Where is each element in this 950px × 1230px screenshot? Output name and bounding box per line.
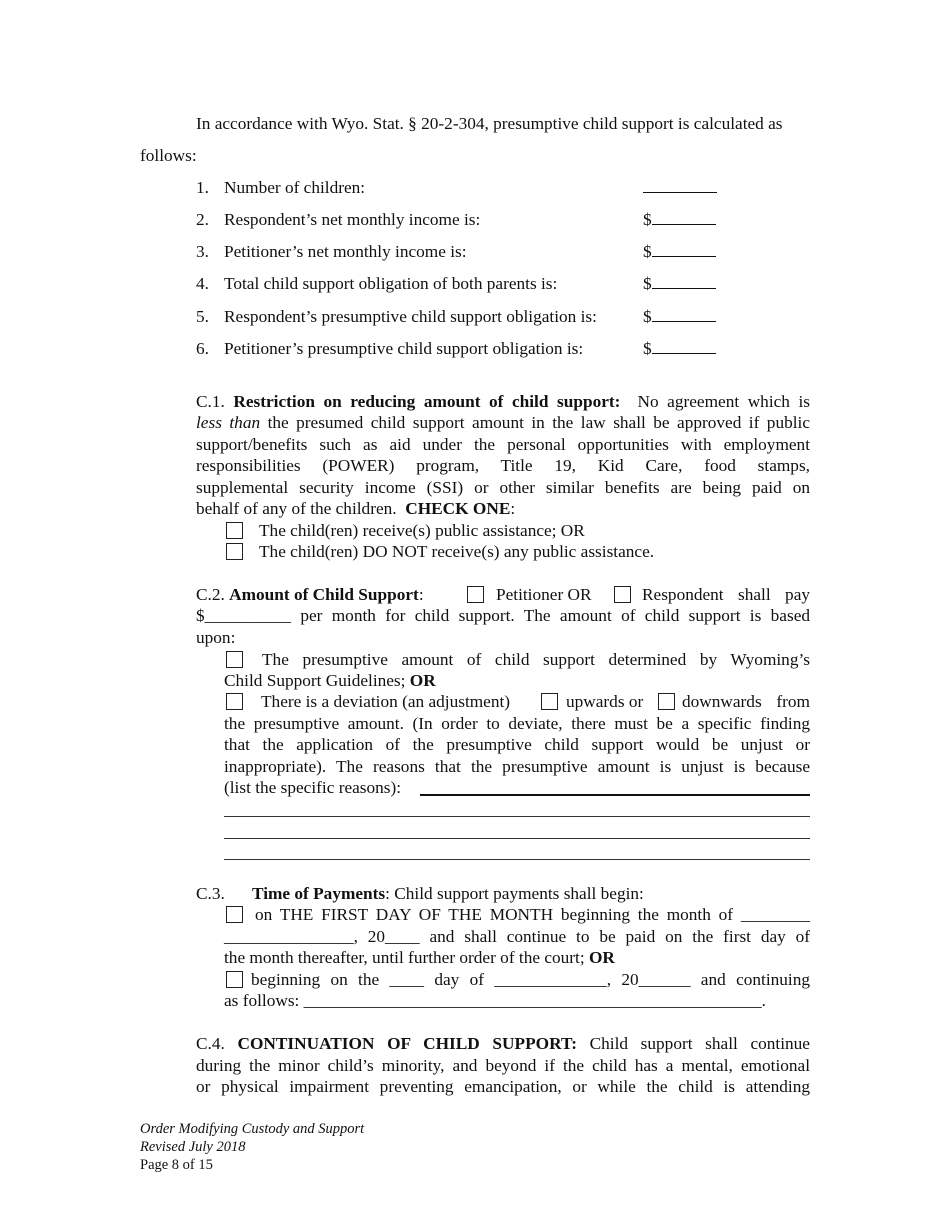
c2-code: C.2.: [196, 585, 225, 604]
calc-item-5-prefix: $: [643, 307, 652, 326]
c2-option-1-line-2: [224, 670, 436, 692]
c1-line-4: responsibilities (POWER) program, Title 19, Kid Care, food stamps,: [196, 456, 810, 475]
calc-item-5-number: 5.: [196, 307, 209, 326]
c2-heading: Amount of Child Support: [229, 585, 419, 604]
c2-option-2-line-4: inappropriate). The reasons that the presumptive amount is unjust is because: [224, 757, 810, 776]
calc-item-5-field[interactable]: [643, 306, 716, 328]
c4-code: C.4.: [196, 1034, 225, 1053]
calc-item-3-field[interactable]: [643, 241, 716, 263]
c1-check-one: CHECK ONE: [405, 499, 511, 518]
c3-option-2-line-2: as follows: _____________________________________________________.: [224, 991, 766, 1010]
c4-line-3: or physical impairment preventing emancipation, or while the child is attending: [196, 1077, 810, 1096]
c1-option-1-checkbox[interactable]: [226, 522, 243, 539]
c2-petitioner-checkbox[interactable]: [467, 586, 484, 603]
calc-item-4-field[interactable]: [643, 273, 716, 295]
c3-heading: Time of Payments: [252, 884, 386, 903]
c2-petitioner-label: Petitioner OR: [496, 585, 592, 604]
calc-item-3-label: Petitioner’s net monthly income is:: [224, 242, 467, 261]
c1-line-3: support/benefits such as aid under the personal opportunities with employment: [196, 435, 810, 454]
c1-line-2: [196, 412, 810, 434]
c2-option-1-line-2-text: Child Support Guidelines;: [224, 671, 406, 690]
calc-item-2-label: Respondent’s net monthly income is:: [224, 210, 481, 229]
c2-option-2-c: downwards from: [682, 692, 810, 711]
c2-option-2-checkbox[interactable]: [226, 693, 243, 710]
c2-colon: :: [418, 585, 424, 604]
c4-line-1-tail: Child support shall continue: [589, 1034, 810, 1053]
calc-item-6-prefix: $: [643, 339, 652, 358]
c1-line-5: supplemental security income (SSI) or other similar benefits are being paid on: [196, 478, 810, 497]
c3-option-1-or: OR: [588, 948, 615, 967]
c1-option-2-checkbox[interactable]: [226, 543, 243, 560]
calc-item-3-prefix: $: [643, 242, 652, 261]
c2-option-1-or: OR: [409, 671, 436, 690]
c3-heading-line: [252, 883, 644, 905]
c2-downwards-checkbox[interactable]: [658, 693, 675, 710]
c2-line-2: $__________ per month for child support. The amount of child support is based: [196, 606, 810, 625]
calc-item-6-blank[interactable]: [652, 338, 716, 354]
c2-option-2-line-2: the presumptive amount. (In order to deviate, there must be a specific finding: [224, 714, 810, 733]
footer-title: Order Modifying Custody and Support: [140, 1121, 365, 1137]
c1-option-1-label: The child(ren) receive(s) public assistance; OR: [259, 521, 585, 540]
c2-option-2-b: upwards or: [566, 692, 644, 711]
c2-option-2-a: There is a deviation (an adjustment): [261, 692, 511, 711]
c2-upwards-checkbox[interactable]: [541, 693, 558, 710]
calc-item-1-field[interactable]: [643, 177, 717, 199]
c1-code: C.1.: [196, 392, 225, 411]
c2-code-heading: [196, 584, 424, 606]
c3-option-1-line-3: [224, 947, 615, 969]
calc-item-4-blank[interactable]: [652, 273, 716, 289]
c2-option-1-line-1: The presumptive amount of child support determined by Wyoming’s: [262, 650, 810, 669]
intro-line-2: follows:: [140, 146, 197, 165]
c2-reasons-line-3[interactable]: [224, 838, 810, 839]
c2-respondent-label: Respondent shall pay: [642, 585, 810, 604]
calc-item-4-number: 4.: [196, 274, 209, 293]
c1-colon: :: [510, 499, 516, 518]
c2-reasons-line-1[interactable]: [420, 794, 810, 796]
calc-item-1-label: Number of children:: [224, 178, 366, 197]
c3-option-1-line-2: _______________, 20____ and shall continue to be paid on the first day of: [224, 927, 810, 946]
intro-line-1: In accordance with Wyo. Stat. § 20-2-304, presumptive child support is calculated as: [196, 114, 783, 133]
c2-option-1-checkbox[interactable]: [226, 651, 243, 668]
calc-item-2-prefix: $: [643, 210, 652, 229]
calc-item-3-number: 3.: [196, 242, 209, 261]
calc-item-3-blank[interactable]: [652, 241, 716, 257]
c2-option-2-line-5: (list the specific reasons):: [224, 778, 402, 797]
c2-respondent-checkbox[interactable]: [614, 586, 631, 603]
calc-item-2-number: 2.: [196, 210, 209, 229]
c1-line-1: [196, 391, 810, 413]
calc-item-1-number: 1.: [196, 178, 209, 197]
c3-option-1-line-1: on THE FIRST DAY OF THE MONTH beginning the month of ________: [255, 905, 810, 924]
c1-line-1-tail: No agreement which is: [637, 392, 811, 411]
calc-item-4-prefix: $: [643, 274, 652, 293]
c2-reasons-line-2[interactable]: [224, 816, 810, 817]
footer-page-number: Page 8 of 15: [140, 1157, 213, 1173]
c3-option-2-line-1: beginning on the ____ day of _____________, 20______ and continuing: [251, 970, 810, 989]
c3-heading-tail: : Child support payments shall begin:: [385, 884, 644, 903]
c2-option-2-line-3: that the application of the presumptive child support would be unjust or: [224, 735, 810, 754]
c3-option-1-checkbox[interactable]: [226, 906, 243, 923]
c1-line-6-start: behalf of any of the children.: [196, 499, 397, 518]
c3-option-1-line-3-text: the month thereafter, until further order of the court;: [224, 948, 585, 967]
c4-heading: CONTINUATION OF CHILD SUPPORT:: [237, 1034, 577, 1053]
calc-item-5-blank[interactable]: [652, 306, 716, 322]
c3-option-2-checkbox[interactable]: [226, 971, 243, 988]
calc-item-6-number: 6.: [196, 339, 209, 358]
c1-line-6: [196, 498, 515, 520]
c4-line-1: [196, 1033, 810, 1055]
calc-item-2-blank[interactable]: [652, 209, 716, 225]
c3-code: C.3.: [196, 884, 225, 903]
calc-item-6-field[interactable]: [643, 338, 716, 360]
calc-item-5-label: Respondent’s presumptive child support obligation is:: [224, 307, 597, 326]
c4-line-2: during the minor child’s minority, and beyond if the child has a mental, emotional: [196, 1056, 810, 1075]
calc-item-4-label: Total child support obligation of both parents is:: [224, 274, 558, 293]
c1-less-than: less than: [196, 413, 261, 432]
c1-line-2-rest: the presumed child support amount in the law shall be approved if public: [267, 413, 810, 432]
c2-reasons-line-4[interactable]: [224, 859, 810, 860]
calc-item-2-field[interactable]: [643, 209, 716, 231]
c1-heading: Restriction on reducing amount of child support:: [233, 392, 621, 411]
c1-option-2-label: The child(ren) DO NOT receive(s) any public assistance.: [259, 542, 655, 561]
footer-revised: Revised July 2018: [140, 1139, 246, 1155]
calc-item-6-label: Petitioner’s presumptive child support obligation is:: [224, 339, 584, 358]
c2-line-3: upon:: [196, 628, 236, 647]
calc-item-1-blank[interactable]: [643, 177, 717, 193]
